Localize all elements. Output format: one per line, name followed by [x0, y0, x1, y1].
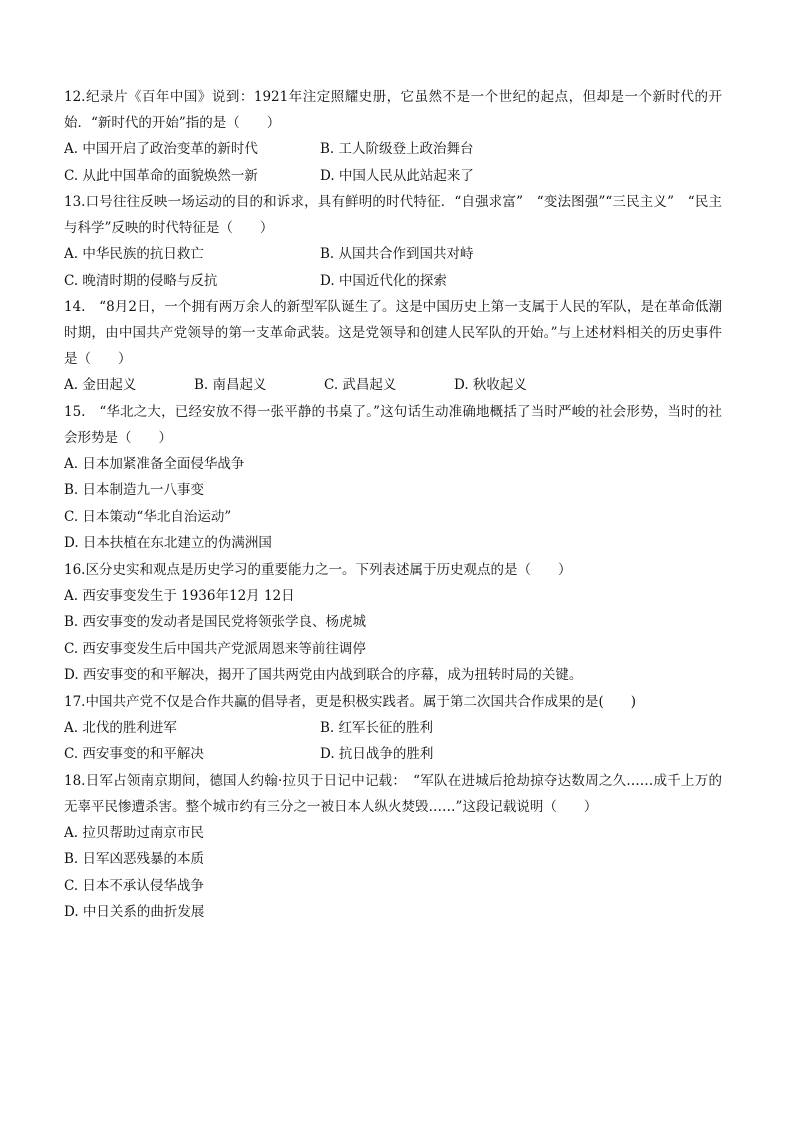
- option-a: A. 北伐的胜利进军: [64, 719, 177, 736]
- option-b: B. 从国共合作到国共对峙: [320, 246, 474, 262]
- option-b: B. 南昌起义: [194, 377, 267, 393]
- option-a: A. 拉贝帮助过南京市民: [64, 824, 204, 841]
- question-stem: 14. “8月2日，一个拥有两万余人的新型军队诞生了。这是中国历史上第一支属于人民的军队，是在革命低潮时期，由中国共产党领导的第一支革命武装。这是党领导和创建人民军队的开始。”与上述材料相关的历史事件是（ ）: [64, 299, 722, 367]
- question-stem: 15. “华北之大，已经安放不得一张平静的书桌了。”这句话生动准确地概括了当时严峻的社会形势，当时的社会形势是（ ）: [64, 403, 722, 446]
- option-b: B. 红军长征的胜利: [320, 719, 434, 736]
- option-c: C. 晚清时期的侵略与反抗: [64, 272, 218, 289]
- option-a: A. 金田起义: [64, 377, 137, 393]
- option-group: [64, 451, 722, 557]
- question-18: [64, 768, 722, 926]
- option-group: [64, 241, 722, 294]
- option-group: [64, 715, 722, 768]
- option-group: [64, 372, 722, 399]
- question-16: [64, 557, 722, 689]
- option-d: D. 中日关系的曲折发展: [64, 904, 205, 920]
- option-d: D. 日本扶植在东北建立的伪满洲国: [64, 535, 272, 551]
- option-a: A. 西安事变发生于 1936年12月 12日: [64, 587, 295, 604]
- option-d: D. 秋收起义: [454, 377, 527, 393]
- option-c: C. 西安事变发生后中国共产党派周恩来等前往调停: [64, 640, 366, 657]
- option-a: A. 中国开启了政治变革的新时代: [64, 141, 258, 157]
- option-d: D. 中国人民从此站起来了: [320, 167, 474, 184]
- option-group: [64, 136, 722, 189]
- option-d: D. 中国近代化的探索: [320, 272, 447, 289]
- question-stem: 13.口号往往反映一场运动的目的和诉求，具有鲜明的时代特征．“自强求富” “变法图强”“三民主义” “民主与科学”反映的时代特征是（ ）: [64, 194, 722, 236]
- option-d: D. 抗日战争的胜利: [320, 746, 434, 762]
- option-d: D. 西安事变的和平解决，揭开了国共两党由内战到联合的序幕，成为扭转时局的关键。: [64, 667, 583, 683]
- option-c: C. 从此中国革命的面貌焕然一新: [64, 167, 258, 184]
- option-a: A. 日本加紧准备全面侵华战争: [64, 455, 245, 472]
- option-c: C. 武昌起义: [324, 377, 397, 393]
- option-group: [64, 820, 722, 926]
- option-b: B. 日本制造九一八事变: [64, 482, 205, 498]
- question-stem: 16.区分史实和观点是历史学习的重要能力之一。下列表述属于历史观点的是（ ）: [64, 561, 572, 578]
- option-c: C. 日本不承认侵华战争: [64, 877, 204, 894]
- question-12: [64, 84, 722, 189]
- question-14: [64, 294, 722, 399]
- question-17: [64, 689, 722, 768]
- option-b: B. 西安事变的发动者是国民党将领张学良、杨虎城: [64, 614, 367, 630]
- option-c: C. 西安事变的和平解决: [64, 746, 204, 762]
- option-a: A. 中华民族的抗日救亡: [64, 246, 204, 262]
- option-c: C. 日本策动“华北自治运动”: [64, 508, 232, 525]
- question-15: [64, 399, 722, 557]
- question-13: [64, 189, 722, 294]
- option-b: B. 工人阶级登上政治舞台: [320, 141, 474, 157]
- option-group: [64, 583, 722, 689]
- option-b: B. 日军凶恶残暴的本质: [64, 851, 205, 867]
- question-stem: 12.纪录片《百年中国》说到：1921年注定照耀史册，它虽然不是一个世纪的起点，但却是一个新时代的开始．“新时代的开始”指的是（ ）: [64, 89, 722, 131]
- question-stem: 18.日军占领南京期间，德国人约翰·拉贝于日记中记载： “军队在进城后抢劫掠夺达数周之久……成千上万的无辜平民惨遭杀害。整个城市约有三分之一被日本人纵火焚毁……”这段记载说明（ ）: [64, 772, 722, 815]
- question-stem: 17.中国共产党不仅是合作共赢的倡导者，更是积极实践者。属于第二次国共合作成果的是( ): [64, 693, 637, 710]
